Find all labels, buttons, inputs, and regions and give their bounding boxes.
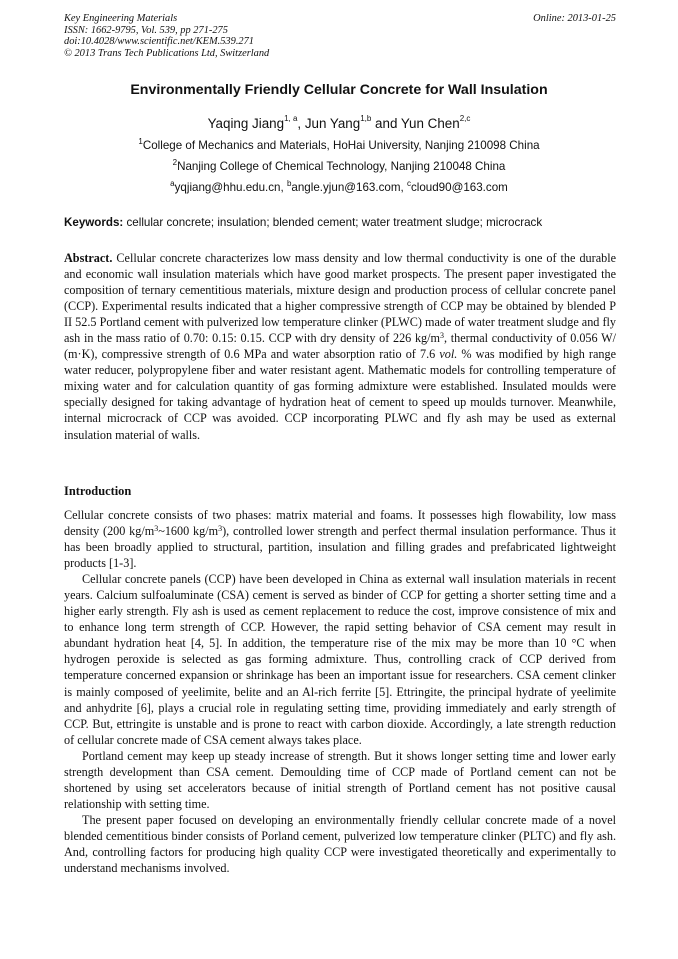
email-link[interactable]: angle.yjun@163.com, — [291, 181, 407, 194]
author-list — [0, 116, 678, 131]
keywords — [64, 216, 616, 229]
intro-paragraph-2: Cellular concrete panels (CCP) have been developed in China as external wall insulation materials in recent years. Calcium sulfoaluminate (CSA) cement is served as binder of CCP for getting a shorter setting time and a higher early strength. Fly ash is used as cement replacement to reduce the cost, improve consistence of mix and to enhance long term strength of CCP. However, the rapid setting behavior of CSA cement may result in abundant hydration heat [4, 5]. In addition, the temperature rise of the mix may be more than 10 °C when hydrogen peroxide is selected as gas forming admixture. Thus, controlling crack of CCP derived from temperature concerned expansion or shrinkage has been an important issue for researchers. CSA cement clinker is mainly composed of yeelimite, belite and an Al-rich ferrite [5]. Ettringite, the principal hydrate of yeelimite and anhydrite [6], plays a crucial role in regulating setting time, providing immediately and early strength of CCP. But, ettringite is unstable and is prone to react with carbon dioxide. Accordingly, a late strength reduction of cellular concrete made of CSA cement always takes place. — [64, 572, 616, 747]
paragraph-text: Cellular concrete consists of two phases: matrix material and foams. It possesses high flowability, low mass density (200 kg/m — [64, 508, 616, 539]
paper-title: Environmentally Friendly Cellular Concrete for Wall Insulation — [130, 82, 548, 98]
email-mark: b — [286, 179, 292, 188]
issn-line: ISSN: 1662-9795, Vol. 539, pp 271-275 — [64, 24, 228, 36]
author-name: , Jun Yang — [297, 116, 361, 131]
intro-paragraph-1 — [64, 507, 616, 571]
email-mark: c — [406, 179, 411, 188]
section-heading-introduction: Introduction — [64, 484, 132, 498]
author-name: Yaqing Jiang — [207, 116, 285, 131]
doi-line: doi:10.4028/www.scientific.net/KEM.539.271 — [64, 36, 254, 48]
abstract-italic: vol. — [439, 347, 458, 362]
affiliation-2 — [0, 160, 678, 173]
journal-header — [64, 13, 616, 59]
abstract-text: % was modified by high range water reducer, polypropylene fiber and water resistant agent. Mathematic models for controlling temperature of mixing water and for calculation quantity of gas forming admixture were established. Insulated moulds were specially designed for taking advantage of hydration heat of cement to speed up moulds turnover. Meanwhile, internal microcrack of CCP was avoided. CCP incorporating PLWC and fly ash may be used as external insulation material of walls. — [64, 347, 616, 442]
author-affiliation-mark: 2,c — [459, 114, 471, 123]
affiliation-mark: 1 — [138, 137, 143, 146]
paragraph-text: ~1600 kg/m — [158, 524, 219, 539]
superscript: 3 — [218, 524, 223, 534]
copyright-line: © 2013 Trans Tech Publications Ltd, Switzerland — [64, 47, 270, 59]
online-date: Online: 2013-01-25 — [533, 13, 616, 24]
journal-name: Key Engineering Materials — [64, 13, 178, 24]
keywords-label: Keywords: — [64, 216, 124, 229]
abstract-text: Cellular concrete characterizes low mass density and low thermal conductivity is one of the durable and economic wall insulation materials which have good market prospects. The present paper investigated the composition of ternary cementitious materials, mixture design and production process of cellular concrete panel (CCP). Experimental results indicated that a higher compressive strength of CCP may be obtained by blended P II 52.5 Portland cement with pulverized low temperature clinker (PLWC) made of water treatment sludge and fly ash in the mass ratio of 0.70: 0.15: 0.15. CCP with dry density of 226 kg/m — [64, 251, 616, 346]
email-link[interactable]: yqjiang@hhu.edu.cn, — [174, 181, 287, 194]
email-mark: a — [170, 179, 175, 188]
affiliation-text: College of Mechanics and Materials, HoHai University, Nanjing 210098 China — [142, 139, 540, 152]
abstract — [64, 250, 616, 443]
abstract-label: Abstract. — [64, 251, 113, 265]
author-name: and Yun Chen — [371, 116, 460, 131]
affiliation-1 — [0, 139, 678, 152]
superscript: 3 — [440, 331, 445, 341]
intro-paragraph-3: Portland cement may keep up steady increase of strength. But it shows longer setting time and lower early strength development than CSA cement. Demoulding time of CCP made of Portland cement can not be shortened by using set accelerators because of initial strength of Portland cement has not positive causal relationship with setting time. — [64, 748, 616, 811]
paragraph-text: ), controlled lower strength and perfect thermal insulation performance. Thus it has been broadly applied to structural, partition, insulation and filling grades and prefabricated lightweight products [1-3]. — [64, 524, 616, 571]
keywords-text: cellular concrete; insulation; blended cement; water treatment sludge; microcrack — [123, 216, 543, 229]
email-link[interactable]: cloud90@163.com — [410, 181, 508, 194]
author-affiliation-mark: 1, a — [284, 114, 298, 123]
introduction-body — [64, 507, 616, 876]
affiliation-text: Nanjing College of Chemical Technology, Nanjing 210048 China — [177, 160, 506, 173]
author-emails — [0, 181, 678, 194]
intro-paragraph-4: The present paper focused on developing an environmentally friendly cellular concrete made of a novel blended cementitious binder consists of Porland cement, pulverized low temperature clinker (PLTC) and fly ash. And, controlling factors for producing high quality CCP were investigated theoretically and experimentally to understand mechanisms involved. — [64, 812, 616, 876]
affiliation-mark: 2 — [172, 158, 178, 167]
superscript: 3 — [154, 524, 159, 534]
author-affiliation-mark: 1,b — [360, 114, 372, 123]
abstract-text: , thermal conductivity of 0.056 W/ (m·K), compressive strength of 0.6 MPa and water absorption ratio of 7.6 — [64, 331, 616, 362]
